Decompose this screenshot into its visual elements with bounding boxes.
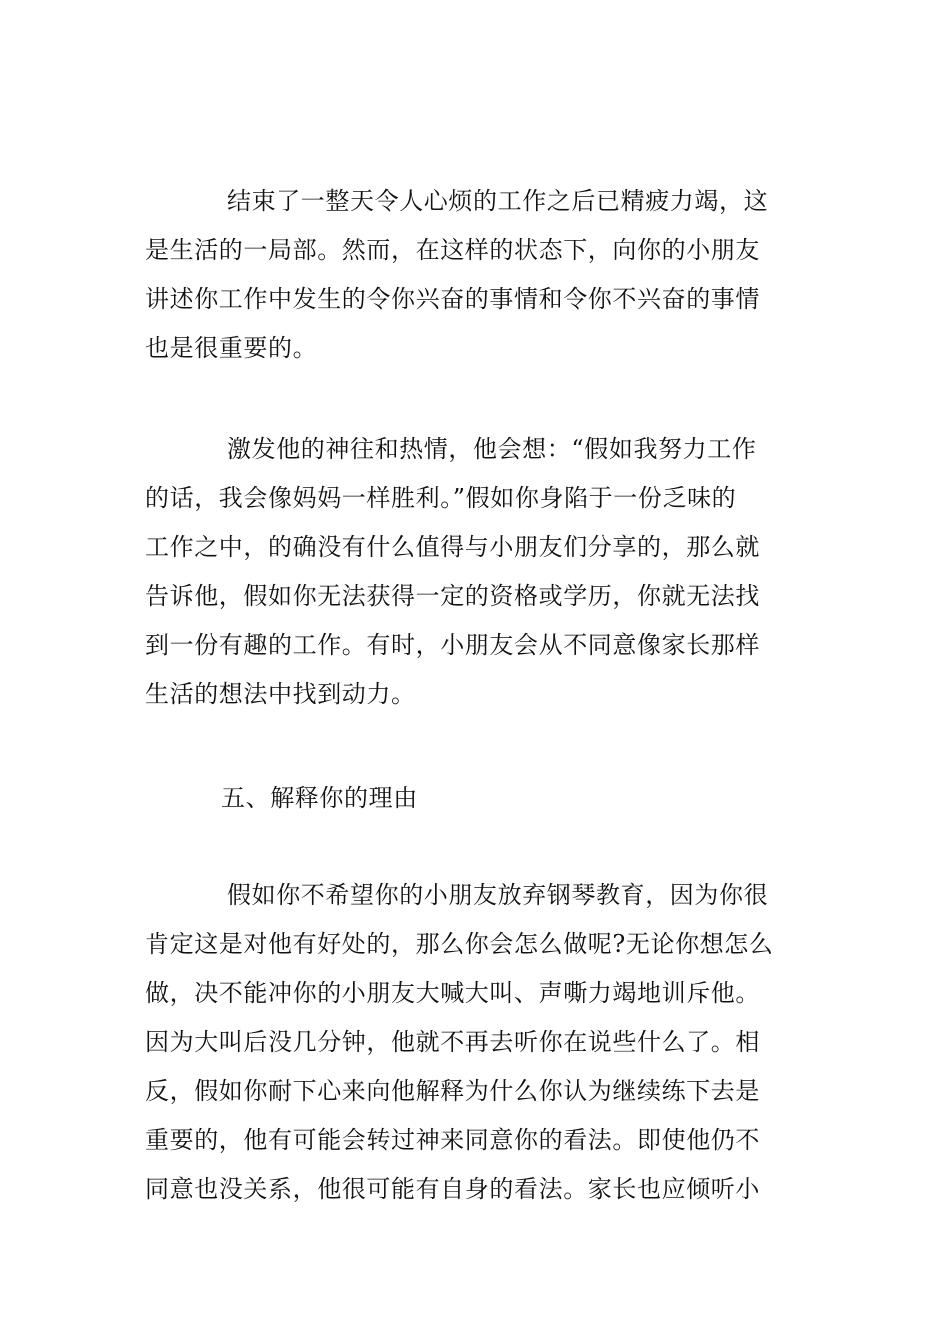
text-line: 到一份有趣的工作。有时，小朋友会从不同意像家长那样 bbox=[145, 631, 760, 659]
text-line: 重要的，他有可能会转过神来同意你的看法。即使他仍不 bbox=[145, 1126, 760, 1154]
text-line: 是生活的一局部。然而，在这样的状态下，向你的小朋友 bbox=[145, 236, 760, 264]
text-line: 讲述你工作中发生的令你兴奋的事情和令你不兴奋的事情 bbox=[145, 285, 760, 313]
text-line: 生活的想法中找到动力。 bbox=[145, 680, 416, 708]
text-line: 工作之中，的确没有什么值得与小朋友们分享的，那么就 bbox=[145, 533, 760, 561]
paragraph-2 bbox=[145, 425, 807, 719]
paragraph-3 bbox=[145, 871, 807, 1214]
text-line: 同意也没关系，他很可能有自身的看法。家长也应倾听小 bbox=[145, 1175, 760, 1203]
paragraph-1 bbox=[145, 177, 807, 373]
text-line: 反，假如你耐下心来向他解释为什么你认为继续练下去是 bbox=[145, 1077, 760, 1105]
text-line: 激发他的神往和热情，他会想：“假如我努力工作 bbox=[227, 435, 757, 463]
section-heading-text: 五、解释你的理由 bbox=[221, 784, 418, 812]
text-line: 结束了一整天令人心烦的工作之后已精疲力竭，这 bbox=[227, 187, 769, 215]
text-line: 的话，我会像妈妈一样胜利。”假如你身陷于一份乏味的 bbox=[145, 484, 737, 512]
text-line: 因为大叫后没几分钟，他就不再去听你在说些什么了。相 bbox=[145, 1028, 760, 1056]
text-line: 假如你不希望你的小朋友放弃钢琴教育，因为你很 bbox=[227, 881, 769, 909]
text-line: 做，决不能冲你的小朋友大喊大叫、声嘶力竭地训斥他。 bbox=[145, 979, 760, 1007]
text-line: 告诉他，假如你无法获得一定的资格或学历，你就无法找 bbox=[145, 582, 760, 610]
text-line: 肯定这是对他有好处的，那么你会怎么做呢?无论你想怎么 bbox=[145, 930, 774, 958]
text-line: 也是很重要的。 bbox=[145, 334, 318, 362]
section-heading bbox=[145, 774, 807, 823]
